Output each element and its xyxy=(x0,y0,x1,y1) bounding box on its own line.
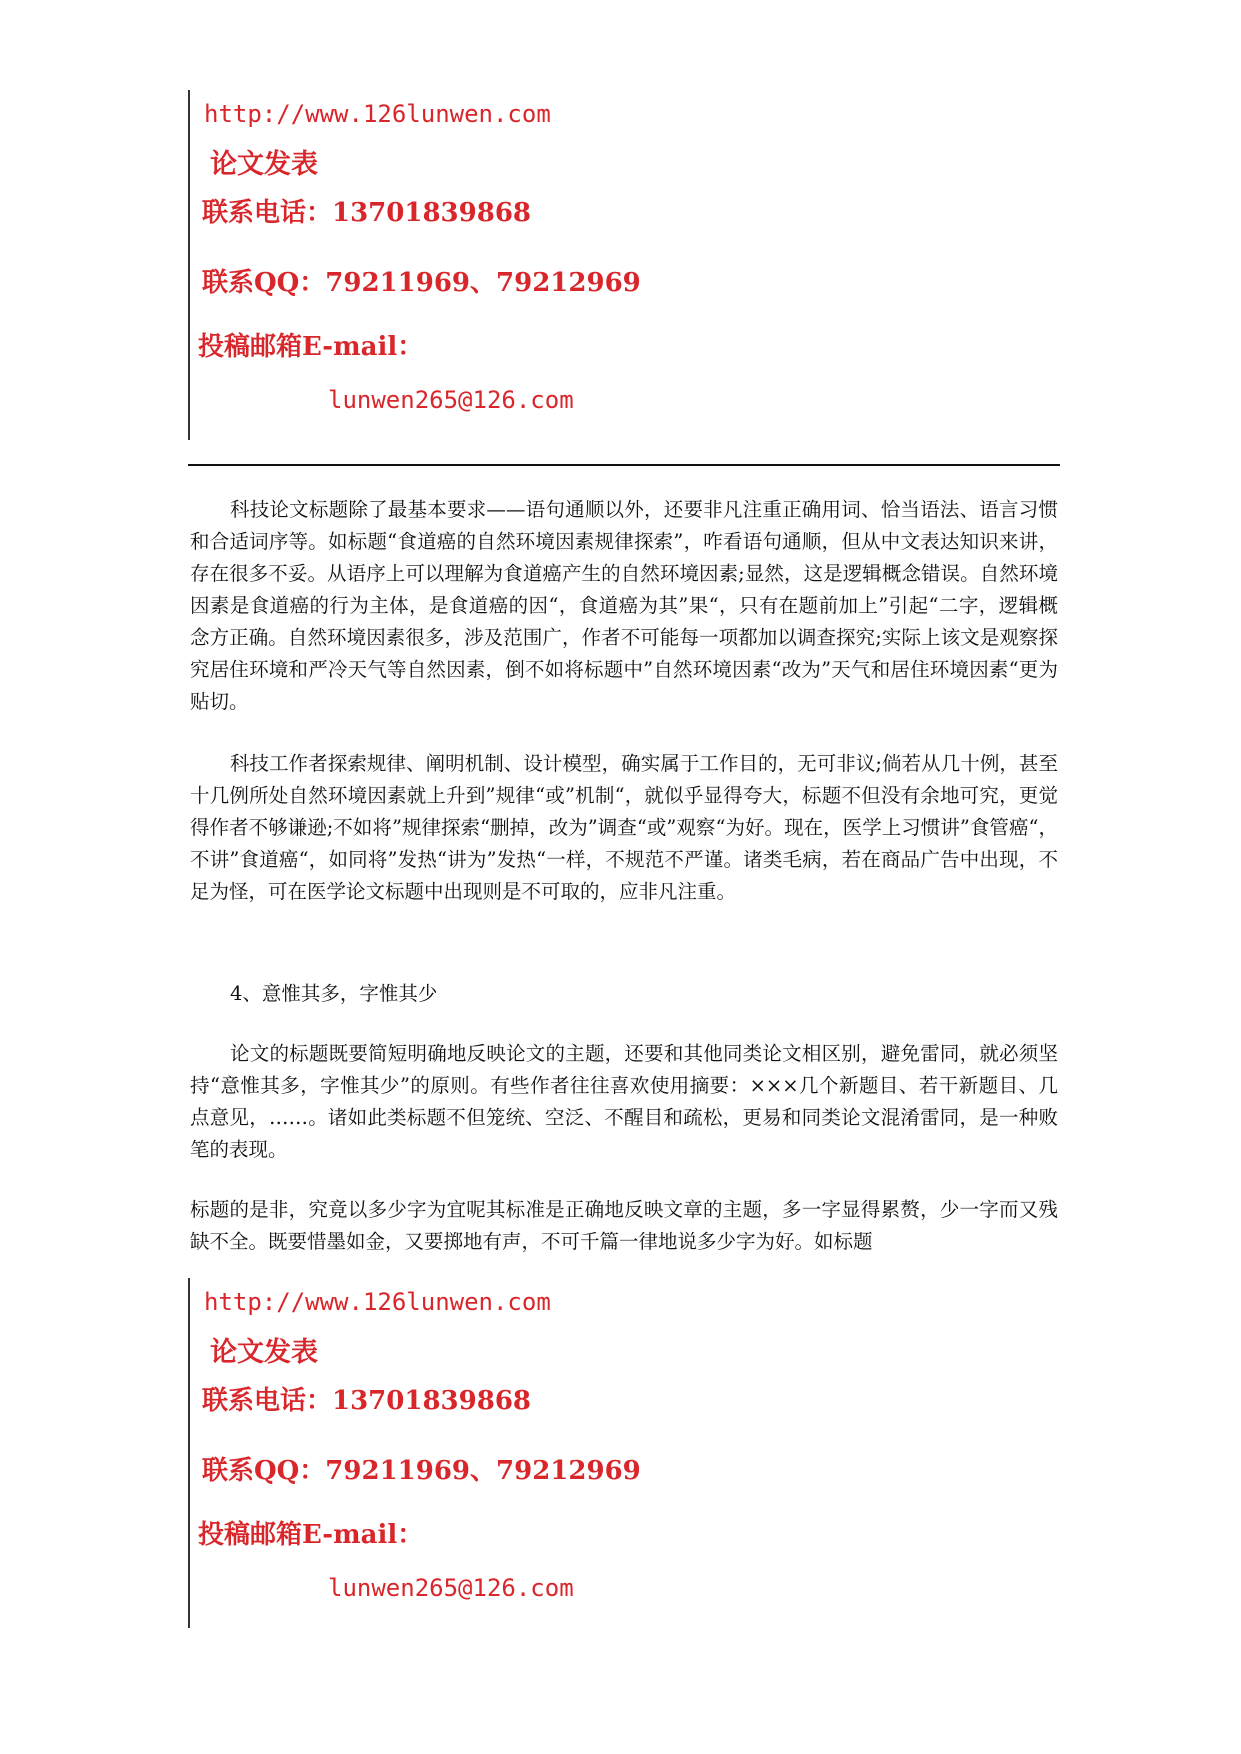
banner-email-label: 投稿邮箱E-mail： xyxy=(198,332,424,362)
banner-email-label: 投稿邮箱E-mail： xyxy=(198,1520,424,1550)
horizontal-divider xyxy=(188,464,1060,466)
paragraph-1: 科技论文标题除了最基本要求——语句通顺以外，还要非凡注重正确用词、恰当语法、语言习惯和合适词序等。如标题“食道癌的自然环境因素规律探索”，咋看语句通顺，但从中文表达知识来讲，存在很多不妥。从语序上可以理解为食道癌产生的自然环境因素;显然，这是逻辑概念错误。自然环境因素是食道癌的行为主体，是食道癌的因“，食道癌为其”果“，只有在题前加上”引起“二字，逻辑概念方正确。自然环境因素很多，涉及范围广，作者不可能每一项都加以调查探究;实际上该文是观察探究居住环境和严冷天气等自然因素，倒不如将标题中”自然环境因素“改为”天气和居住环境因素“更为贴切。 xyxy=(190,498,1058,713)
section-heading: 4、意惟其多，字惟其少 xyxy=(230,982,438,1005)
banner-url[interactable]: http://www.126lunwen.com xyxy=(204,100,551,128)
contact-banner-bottom xyxy=(188,1278,641,1628)
banner-title: 论文发表 xyxy=(210,149,318,180)
banner-qq: 联系QQ：79211969、79212969 xyxy=(202,1456,641,1486)
paragraph-4: 标题的是非，究竟以多少字为宜呢其标准是正确地反映文章的主题，多一字显得累赘，少一字而又残缺不全。既要惜墨如金，又要掷地有声，不可千篇一律地说多少字为好。如标题 xyxy=(190,1198,1058,1253)
contact-banner-top xyxy=(188,90,641,440)
paragraph-2: 科技工作者探索规律、阐明机制、设计模型，确实属于工作目的，无可非议;倘若从几十例，甚至十几例所处自然环境因素就上升到”规律“或”机制“，就似乎显得夸大，标题不但没有余地可究，更觉得作者不够谦逊;不如将”规律探索“删掉，改为”调查“或”观察“为好。现在，医学上习惯讲”食管癌“，不讲”食道癌“，如同将”发热“讲为”发热“一样，不规范不严谨。诸类毛病，若在商品广告中出现，不足为怪，可在医学论文标题中出现则是不可取的，应非凡注重。 xyxy=(190,752,1058,903)
banner-phone: 联系电话：13701839868 xyxy=(202,1386,531,1416)
banner-email[interactable]: lunwen265@126.com xyxy=(328,1574,574,1602)
banner-phone: 联系电话：13701839868 xyxy=(202,198,531,228)
banner-qq: 联系QQ：79211969、79212969 xyxy=(202,268,641,298)
banner-email[interactable]: lunwen265@126.com xyxy=(328,386,574,414)
paragraph-3: 论文的标题既要简短明确地反映论文的主题，还要和其他同类论文相区别，避免雷同，就必须坚持“意惟其多，字惟其少”的原则。有些作者往往喜欢使用摘要：×××几个新题目、若干新题目、几点意见，……。诸如此类标题不但笼统、空泛、不醒目和疏松，更易和同类论文混淆雷同，是一种败笔的表现。 xyxy=(190,1042,1058,1161)
banner-url[interactable]: http://www.126lunwen.com xyxy=(204,1288,551,1316)
banner-title: 论文发表 xyxy=(210,1337,318,1368)
